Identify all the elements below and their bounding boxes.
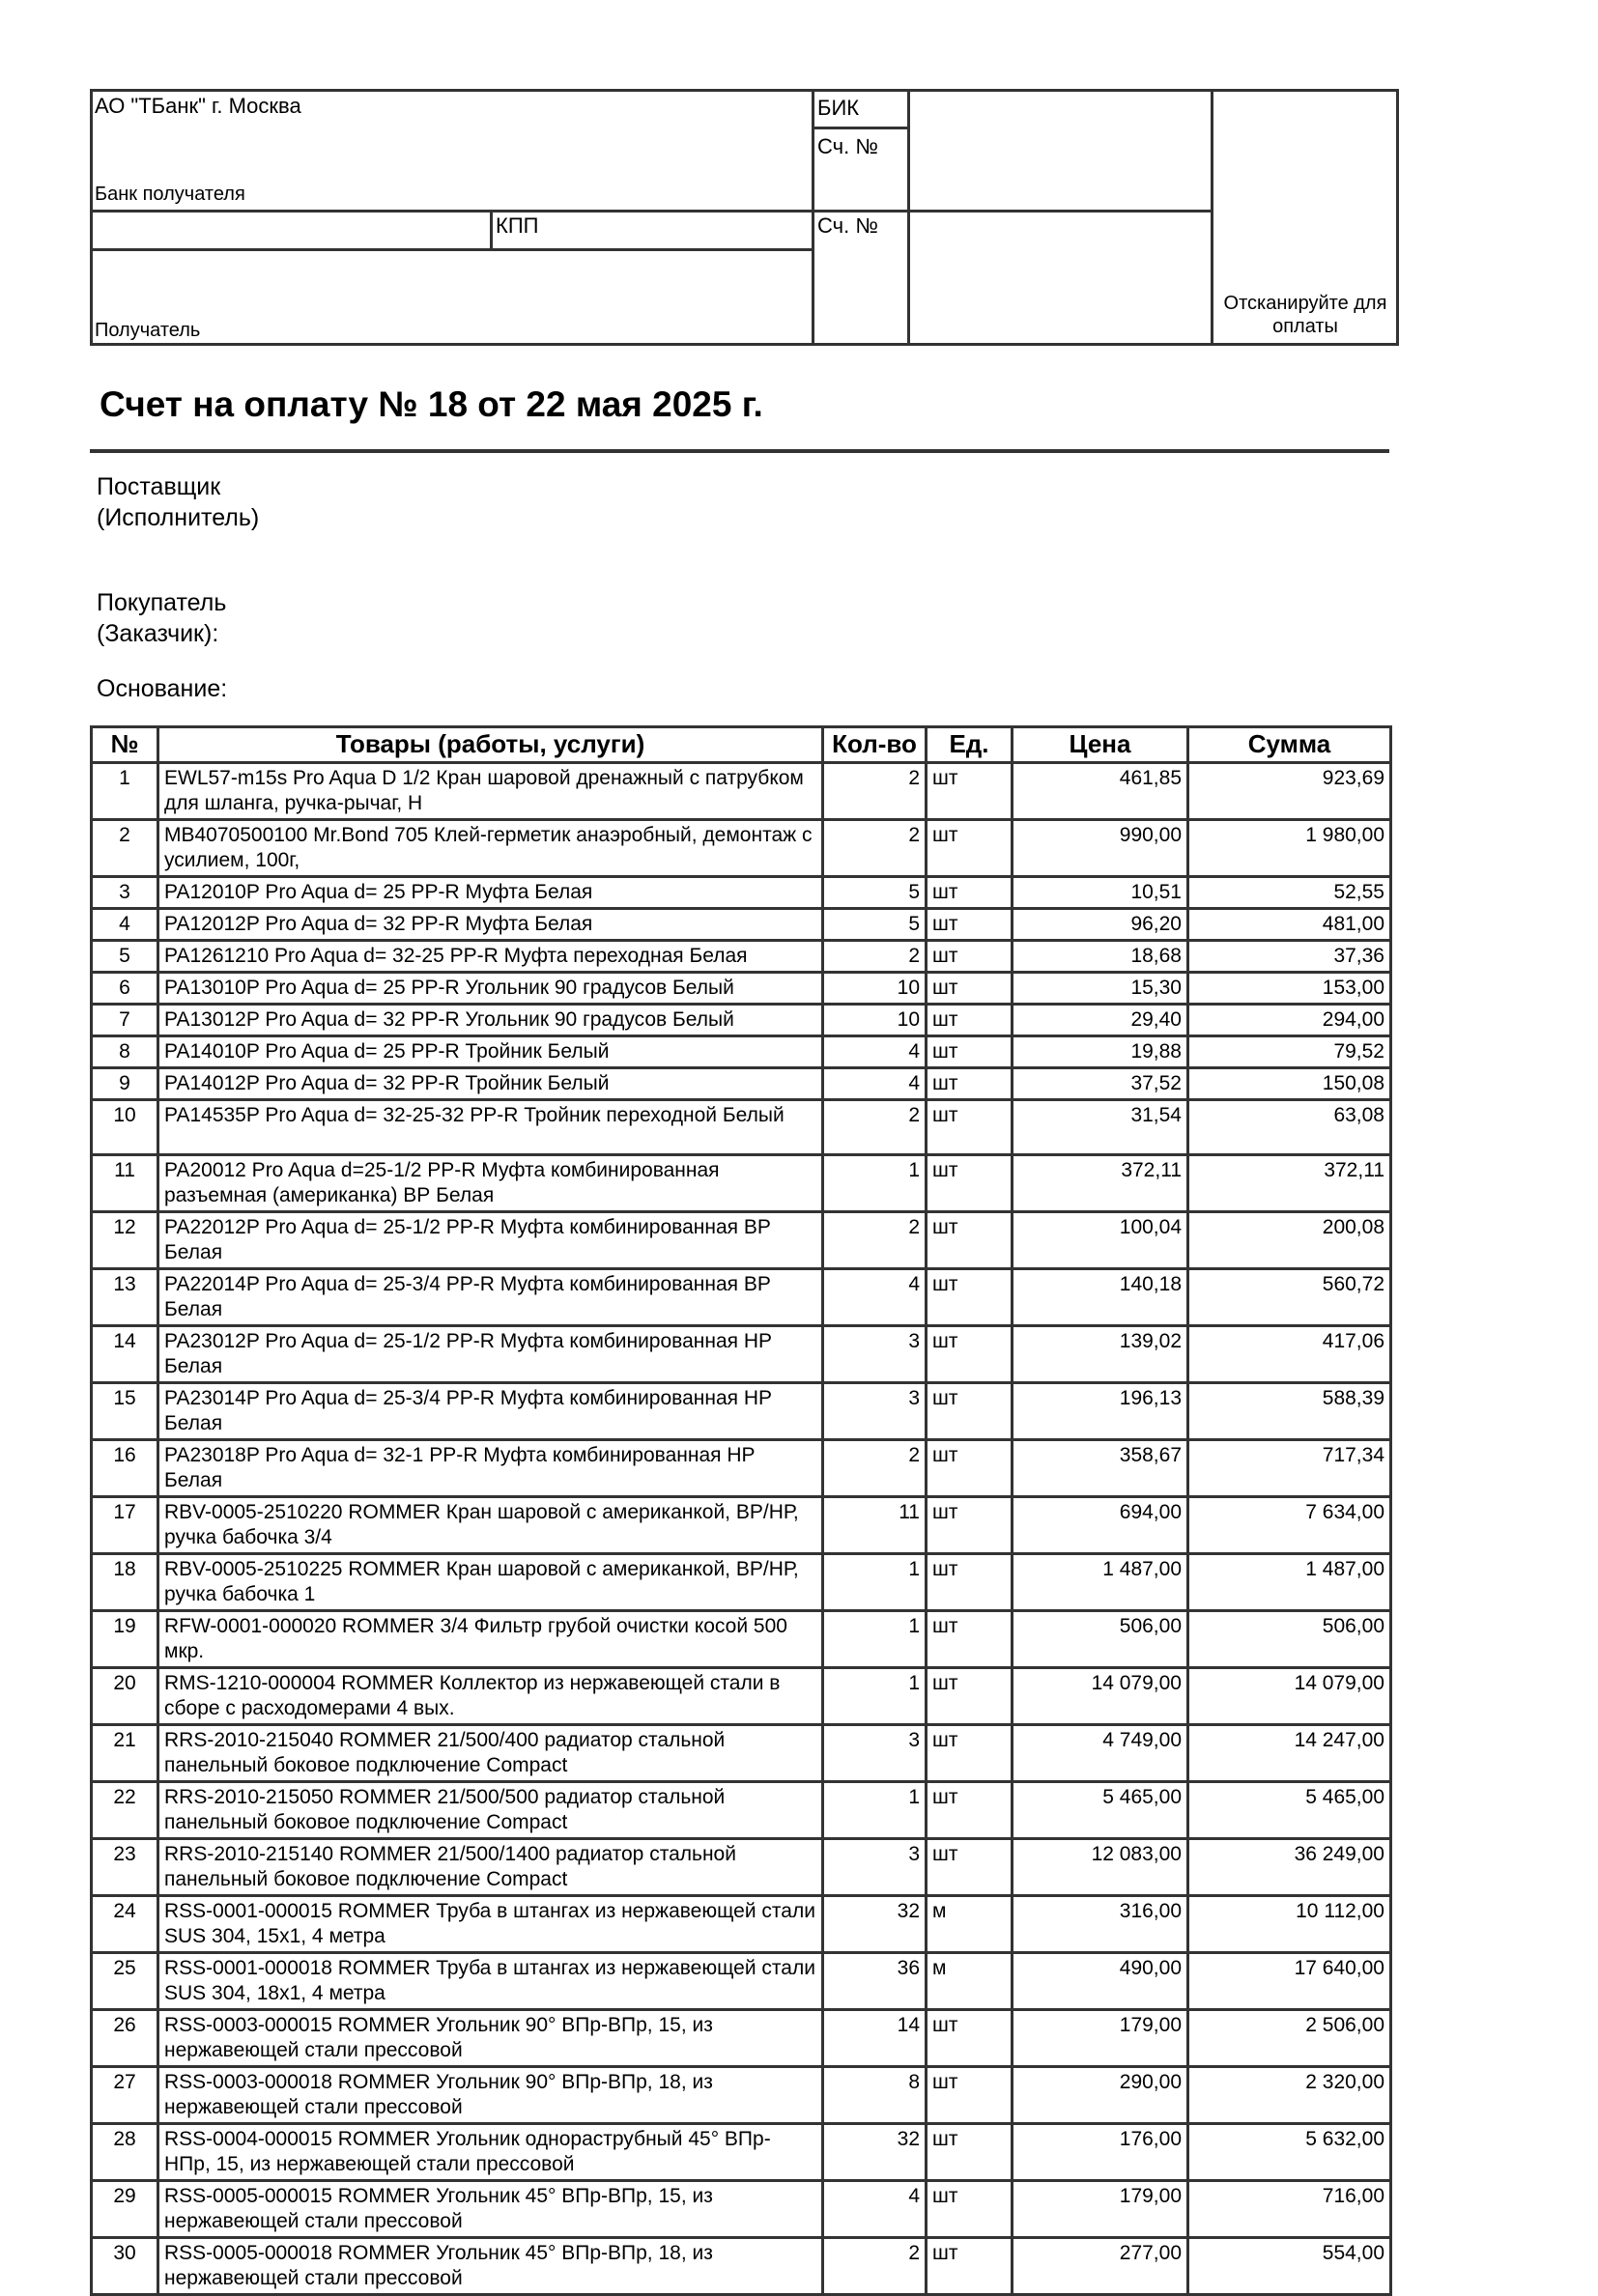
row-number: 21 bbox=[92, 1725, 158, 1782]
row-number: 18 bbox=[92, 1554, 158, 1611]
item-name: PA20012 Pro Aqua d=25-1/2 PP-R Муфта комбинированная разъемная (американка) ВР Белая bbox=[158, 1155, 823, 1212]
item-sum: 506,00 bbox=[1188, 1611, 1391, 1668]
item-qty: 2 bbox=[823, 1212, 927, 1269]
item-unit: шт bbox=[927, 1668, 1013, 1725]
item-name: RRS-2010-215050 ROMMER 21/500/500 радиатор стальной панельный боковое подключение Compact bbox=[158, 1782, 823, 1839]
border-line bbox=[90, 89, 93, 346]
item-qty: 8 bbox=[823, 2067, 927, 2124]
item-qty: 4 bbox=[823, 2181, 927, 2238]
item-unit: шт bbox=[927, 973, 1013, 1005]
table-row bbox=[92, 1554, 1391, 1611]
item-name: PA22014P Pro Aqua d= 25-3/4 PP-R Муфта комбинированная ВР Белая bbox=[158, 1269, 823, 1326]
item-name: EWL57-m15s Pro Aqua D 1/2 Кран шаровой дренажный с патрубком для шланга, ручка-рычаг, Н bbox=[158, 763, 823, 820]
item-sum: 2 320,00 bbox=[1188, 2067, 1391, 2124]
row-number: 1 bbox=[92, 763, 158, 820]
item-unit: шт bbox=[927, 1497, 1013, 1554]
item-qty: 2 bbox=[823, 1100, 927, 1155]
row-number: 6 bbox=[92, 973, 158, 1005]
item-qty: 11 bbox=[823, 1497, 927, 1554]
item-qty: 5 bbox=[823, 877, 927, 909]
item-name: RBV-0005-2510225 ROMMER Кран шаровой с американкой, ВР/НР, ручка бабочка 1 bbox=[158, 1554, 823, 1611]
item-qty: 36 bbox=[823, 1953, 927, 2010]
recipient-account-label: Сч. № bbox=[817, 213, 878, 238]
item-unit: шт bbox=[927, 2181, 1013, 2238]
table-row bbox=[92, 2067, 1391, 2124]
item-name: RRS-2010-215140 ROMMER 21/500/1400 радиатор стальной панельный боковое подключение Compact bbox=[158, 1839, 823, 1896]
row-number: 4 bbox=[92, 909, 158, 941]
bank-label: Банк получателя bbox=[95, 184, 245, 205]
row-number: 3 bbox=[92, 877, 158, 909]
item-unit: шт bbox=[927, 1100, 1013, 1155]
basis-label: Основание: bbox=[97, 675, 228, 702]
item-qty: 2 bbox=[823, 2238, 927, 2295]
item-sum: 7 634,00 bbox=[1188, 1497, 1391, 1554]
item-unit: шт bbox=[927, 1611, 1013, 1668]
table-row bbox=[92, 1155, 1391, 1212]
item-price: 179,00 bbox=[1013, 2010, 1188, 2067]
table-row bbox=[92, 1953, 1391, 2010]
item-name: PA14012P Pro Aqua d= 32 PP-R Тройник Белый bbox=[158, 1068, 823, 1100]
table-row bbox=[92, 1212, 1391, 1269]
row-number: 24 bbox=[92, 1896, 158, 1953]
item-sum: 153,00 bbox=[1188, 973, 1391, 1005]
row-number: 8 bbox=[92, 1036, 158, 1068]
row-number: 22 bbox=[92, 1782, 158, 1839]
item-sum: 294,00 bbox=[1188, 1005, 1391, 1036]
row-number: 13 bbox=[92, 1269, 158, 1326]
table-row bbox=[92, 1100, 1391, 1155]
item-qty: 1 bbox=[823, 1155, 927, 1212]
supplier-label bbox=[97, 471, 259, 533]
item-sum: 481,00 bbox=[1188, 909, 1391, 941]
table-row bbox=[92, 1326, 1391, 1383]
item-name: PA14535P Pro Aqua d= 32-25-32 PP-R Тройник переходной Белый bbox=[158, 1100, 823, 1155]
table-row bbox=[92, 2124, 1391, 2181]
item-qty: 14 bbox=[823, 2010, 927, 2067]
table-row bbox=[92, 1611, 1391, 1668]
item-sum: 1 487,00 bbox=[1188, 1554, 1391, 1611]
item-name: RSS-0003-000018 ROMMER Угольник 90° ВПр-ВПр, 18, из нержавеющей стали прессовой bbox=[158, 2067, 823, 2124]
table-row bbox=[92, 1005, 1391, 1036]
buyer-label-line1: Покупатель bbox=[97, 589, 227, 616]
row-number: 15 bbox=[92, 1383, 158, 1440]
item-sum: 5 632,00 bbox=[1188, 2124, 1391, 2181]
table-row bbox=[92, 941, 1391, 973]
item-name: RMS-1210-000004 ROMMER Коллектор из нержавеющей стали в сборе с расходомерами 4 вых. bbox=[158, 1668, 823, 1725]
item-name: PA23012P Pro Aqua d= 25-1/2 PP-R Муфта комбинированная НР Белая bbox=[158, 1326, 823, 1383]
border-line bbox=[490, 210, 493, 250]
buyer-label bbox=[97, 587, 226, 649]
item-unit: шт bbox=[927, 1212, 1013, 1269]
item-sum: 2 506,00 bbox=[1188, 2010, 1391, 2067]
supplier-label-line2: (Исполнитель) bbox=[97, 504, 260, 531]
item-price: 694,00 bbox=[1013, 1497, 1188, 1554]
bank-details-block bbox=[90, 89, 1399, 346]
item-price: 10,51 bbox=[1013, 877, 1188, 909]
item-name: PA23014P Pro Aqua d= 25-3/4 PP-R Муфта комбинированная НР Белая bbox=[158, 1383, 823, 1440]
item-name: PA13010P Pro Aqua d= 25 PP-R Угольник 90 градусов Белый bbox=[158, 973, 823, 1005]
item-unit: шт bbox=[927, 1005, 1013, 1036]
bik-label: БИК bbox=[817, 96, 860, 120]
item-price: 290,00 bbox=[1013, 2067, 1188, 2124]
item-qty: 32 bbox=[823, 2124, 927, 2181]
table-row bbox=[92, 973, 1391, 1005]
table-row bbox=[92, 1782, 1391, 1839]
row-number: 5 bbox=[92, 941, 158, 973]
item-unit: шт bbox=[927, 1326, 1013, 1383]
row-number: 14 bbox=[92, 1326, 158, 1383]
item-qty: 5 bbox=[823, 909, 927, 941]
row-number: 28 bbox=[92, 2124, 158, 2181]
border-line bbox=[812, 127, 908, 129]
table-body bbox=[92, 763, 1391, 2295]
item-name: PA1261210 Pro Aqua d= 32-25 PP-R Муфта переходная Белая bbox=[158, 941, 823, 973]
item-price: 96,20 bbox=[1013, 909, 1188, 941]
table-row bbox=[92, 763, 1391, 820]
item-price: 5 465,00 bbox=[1013, 1782, 1188, 1839]
row-number: 17 bbox=[92, 1497, 158, 1554]
header-unit: Ед. bbox=[927, 727, 1013, 763]
item-name: PA13012P Pro Aqua d= 32 PP-R Угольник 90 градусов Белый bbox=[158, 1005, 823, 1036]
header-qty: Кол-во bbox=[823, 727, 927, 763]
invoice-title: Счет на оплату № 18 от 22 мая 2025 г. bbox=[100, 384, 763, 424]
item-name: RSS-0005-000018 ROMMER Угольник 45° ВПр-ВПр, 18, из нержавеющей стали прессовой bbox=[158, 2238, 823, 2295]
item-sum: 14 247,00 bbox=[1188, 1725, 1391, 1782]
item-price: 316,00 bbox=[1013, 1896, 1188, 1953]
item-qty: 3 bbox=[823, 1839, 927, 1896]
header-price: Цена bbox=[1013, 727, 1188, 763]
header-sum: Сумма bbox=[1188, 727, 1391, 763]
item-unit: шт bbox=[927, 2124, 1013, 2181]
item-qty: 4 bbox=[823, 1036, 927, 1068]
row-number: 2 bbox=[92, 820, 158, 877]
row-number: 10 bbox=[92, 1100, 158, 1155]
row-number: 12 bbox=[92, 1212, 158, 1269]
item-price: 14 079,00 bbox=[1013, 1668, 1188, 1725]
table-row bbox=[92, 1896, 1391, 1953]
item-price: 31,54 bbox=[1013, 1100, 1188, 1155]
item-name: RSS-0003-000015 ROMMER Угольник 90° ВПр-ВПр, 15, из нержавеющей стали прессовой bbox=[158, 2010, 823, 2067]
table-row bbox=[92, 820, 1391, 877]
item-qty: 2 bbox=[823, 820, 927, 877]
border-line bbox=[90, 210, 1213, 213]
table-row bbox=[92, 1668, 1391, 1725]
item-sum: 14 079,00 bbox=[1188, 1668, 1391, 1725]
item-unit: шт bbox=[927, 909, 1013, 941]
table-row bbox=[92, 2181, 1391, 2238]
header-num: № bbox=[92, 727, 158, 763]
item-name: RSS-0004-000015 ROMMER Угольник однораструбный 45° ВПр-НПр, 15, из нержавеющей стали прессовой bbox=[158, 2124, 823, 2181]
items-table bbox=[90, 725, 1392, 2296]
item-unit: шт bbox=[927, 1269, 1013, 1326]
table-row bbox=[92, 1383, 1391, 1440]
row-number: 27 bbox=[92, 2067, 158, 2124]
table-row bbox=[92, 2238, 1391, 2295]
item-price: 990,00 bbox=[1013, 820, 1188, 877]
recipient-label: Получатель bbox=[95, 320, 201, 341]
row-number: 23 bbox=[92, 1839, 158, 1896]
item-unit: шт bbox=[927, 1782, 1013, 1839]
row-number: 11 bbox=[92, 1155, 158, 1212]
item-unit: шт bbox=[927, 1440, 1013, 1497]
supplier-label-line1: Поставщик bbox=[97, 473, 221, 500]
item-price: 179,00 bbox=[1013, 2181, 1188, 2238]
row-number: 7 bbox=[92, 1005, 158, 1036]
item-name: RRS-2010-215040 ROMMER 21/500/400 радиатор стальной панельный боковое подключение Compact bbox=[158, 1725, 823, 1782]
item-price: 18,68 bbox=[1013, 941, 1188, 973]
table-row bbox=[92, 1497, 1391, 1554]
item-unit: шт bbox=[927, 1839, 1013, 1896]
item-sum: 150,08 bbox=[1188, 1068, 1391, 1100]
item-price: 176,00 bbox=[1013, 2124, 1188, 2181]
item-sum: 37,36 bbox=[1188, 941, 1391, 973]
bank-name: АО "ТБанк" г. Москва bbox=[95, 94, 301, 118]
item-name: RBV-0005-2510220 ROMMER Кран шаровой с американкой, ВР/НР, ручка бабочка 3/4 bbox=[158, 1497, 823, 1554]
item-unit: шт bbox=[927, 1725, 1013, 1782]
item-unit: шт bbox=[927, 2067, 1013, 2124]
item-price: 461,85 bbox=[1013, 763, 1188, 820]
row-number: 26 bbox=[92, 2010, 158, 2067]
item-sum: 10 112,00 bbox=[1188, 1896, 1391, 1953]
item-sum: 79,52 bbox=[1188, 1036, 1391, 1068]
border-line bbox=[90, 343, 1399, 346]
item-qty: 1 bbox=[823, 1668, 927, 1725]
item-price: 100,04 bbox=[1013, 1212, 1188, 1269]
item-qty: 4 bbox=[823, 1269, 927, 1326]
item-sum: 417,06 bbox=[1188, 1326, 1391, 1383]
item-name: PA12010P Pro Aqua d= 25 PP-R Муфта Белая bbox=[158, 877, 823, 909]
table-row bbox=[92, 1068, 1391, 1100]
item-sum: 52,55 bbox=[1188, 877, 1391, 909]
item-sum: 554,00 bbox=[1188, 2238, 1391, 2295]
item-name: PA23018P Pro Aqua d= 32-1 PP-R Муфта комбинированная НР Белая bbox=[158, 1440, 823, 1497]
row-number: 20 bbox=[92, 1668, 158, 1725]
item-name: RSS-0001-000018 ROMMER Труба в штангах из нержавеющей стали SUS 304, 18х1, 4 метра bbox=[158, 1953, 823, 2010]
item-unit: м bbox=[927, 1953, 1013, 2010]
item-qty: 1 bbox=[823, 1611, 927, 1668]
item-name: PA22012P Pro Aqua d= 25-1/2 PP-R Муфта комбинированная ВР Белая bbox=[158, 1212, 823, 1269]
item-sum: 36 249,00 bbox=[1188, 1839, 1391, 1896]
item-name: RSS-0005-000015 ROMMER Угольник 45° ВПр-ВПр, 15, из нержавеющей стали прессовой bbox=[158, 2181, 823, 2238]
item-qty: 3 bbox=[823, 1326, 927, 1383]
kpp-label: КПП bbox=[496, 213, 539, 238]
item-price: 139,02 bbox=[1013, 1326, 1188, 1383]
item-sum: 5 465,00 bbox=[1188, 1782, 1391, 1839]
item-name: MB4070500100 Mr.Bond 705 Клей-герметик анаэробный, демонтаж с усилием, 100г, bbox=[158, 820, 823, 877]
bank-account-label: Сч. № bbox=[817, 134, 878, 158]
item-unit: шт bbox=[927, 1383, 1013, 1440]
table-row bbox=[92, 1269, 1391, 1326]
item-qty: 2 bbox=[823, 1440, 927, 1497]
item-price: 277,00 bbox=[1013, 2238, 1188, 2295]
item-sum: 200,08 bbox=[1188, 1212, 1391, 1269]
header-goods: Товары (работы, услуги) bbox=[158, 727, 823, 763]
item-price: 490,00 bbox=[1013, 1953, 1188, 2010]
row-number: 30 bbox=[92, 2238, 158, 2295]
item-sum: 588,39 bbox=[1188, 1383, 1391, 1440]
item-price: 4 749,00 bbox=[1013, 1725, 1188, 1782]
item-sum: 717,34 bbox=[1188, 1440, 1391, 1497]
table-row bbox=[92, 877, 1391, 909]
border-line bbox=[90, 248, 814, 251]
buyer-label-line2: (Заказчик): bbox=[97, 620, 219, 647]
item-qty: 2 bbox=[823, 763, 927, 820]
item-sum: 17 640,00 bbox=[1188, 1953, 1391, 2010]
table-row bbox=[92, 2010, 1391, 2067]
item-price: 12 083,00 bbox=[1013, 1839, 1188, 1896]
item-name: PA14010P Pro Aqua d= 25 PP-R Тройник Белый bbox=[158, 1036, 823, 1068]
item-sum: 1 980,00 bbox=[1188, 820, 1391, 877]
item-qty: 2 bbox=[823, 941, 927, 973]
item-sum: 923,69 bbox=[1188, 763, 1391, 820]
item-price: 29,40 bbox=[1013, 1005, 1188, 1036]
item-price: 15,30 bbox=[1013, 973, 1188, 1005]
item-price: 19,88 bbox=[1013, 1036, 1188, 1068]
qr-code-caption: Отсканируйте для оплаты bbox=[1223, 293, 1387, 337]
row-number: 25 bbox=[92, 1953, 158, 2010]
item-price: 140,18 bbox=[1013, 1269, 1188, 1326]
item-unit: шт bbox=[927, 1068, 1013, 1100]
table-row bbox=[92, 909, 1391, 941]
item-unit: м bbox=[927, 1896, 1013, 1953]
item-price: 372,11 bbox=[1013, 1155, 1188, 1212]
table-row bbox=[92, 1725, 1391, 1782]
item-unit: шт bbox=[927, 1036, 1013, 1068]
item-qty: 4 bbox=[823, 1068, 927, 1100]
item-unit: шт bbox=[927, 1155, 1013, 1212]
item-price: 358,67 bbox=[1013, 1440, 1188, 1497]
item-qty: 1 bbox=[823, 1782, 927, 1839]
table-row bbox=[92, 1440, 1391, 1497]
item-qty: 32 bbox=[823, 1896, 927, 1953]
table-row bbox=[92, 1036, 1391, 1068]
item-qty: 1 bbox=[823, 1554, 927, 1611]
border-line bbox=[90, 89, 1399, 92]
item-qty: 10 bbox=[823, 973, 927, 1005]
item-unit: шт bbox=[927, 1554, 1013, 1611]
row-number: 19 bbox=[92, 1611, 158, 1668]
item-sum: 63,08 bbox=[1188, 1100, 1391, 1155]
item-qty: 3 bbox=[823, 1383, 927, 1440]
item-unit: шт bbox=[927, 763, 1013, 820]
item-name: RFW-0001-000020 ROMMER 3/4 Фильтр грубой очистки косой 500 мкр. bbox=[158, 1611, 823, 1668]
table-row bbox=[92, 1839, 1391, 1896]
item-unit: шт bbox=[927, 2010, 1013, 2067]
item-qty: 10 bbox=[823, 1005, 927, 1036]
title-divider bbox=[90, 449, 1389, 453]
item-price: 37,52 bbox=[1013, 1068, 1188, 1100]
item-price: 196,13 bbox=[1013, 1383, 1188, 1440]
item-unit: шт bbox=[927, 2238, 1013, 2295]
item-qty: 3 bbox=[823, 1725, 927, 1782]
item-name: PA12012P Pro Aqua d= 32 PP-R Муфта Белая bbox=[158, 909, 823, 941]
item-price: 506,00 bbox=[1013, 1611, 1188, 1668]
row-number: 9 bbox=[92, 1068, 158, 1100]
item-unit: шт bbox=[927, 877, 1013, 909]
item-price: 1 487,00 bbox=[1013, 1554, 1188, 1611]
row-number: 29 bbox=[92, 2181, 158, 2238]
item-sum: 716,00 bbox=[1188, 2181, 1391, 2238]
item-unit: шт bbox=[927, 820, 1013, 877]
item-sum: 560,72 bbox=[1188, 1269, 1391, 1326]
item-unit: шт bbox=[927, 941, 1013, 973]
row-number: 16 bbox=[92, 1440, 158, 1497]
item-name: RSS-0001-000015 ROMMER Труба в штангах из нержавеющей стали SUS 304, 15х1, 4 метра bbox=[158, 1896, 823, 1953]
table-header-row bbox=[92, 727, 1391, 763]
item-sum: 372,11 bbox=[1188, 1155, 1391, 1212]
